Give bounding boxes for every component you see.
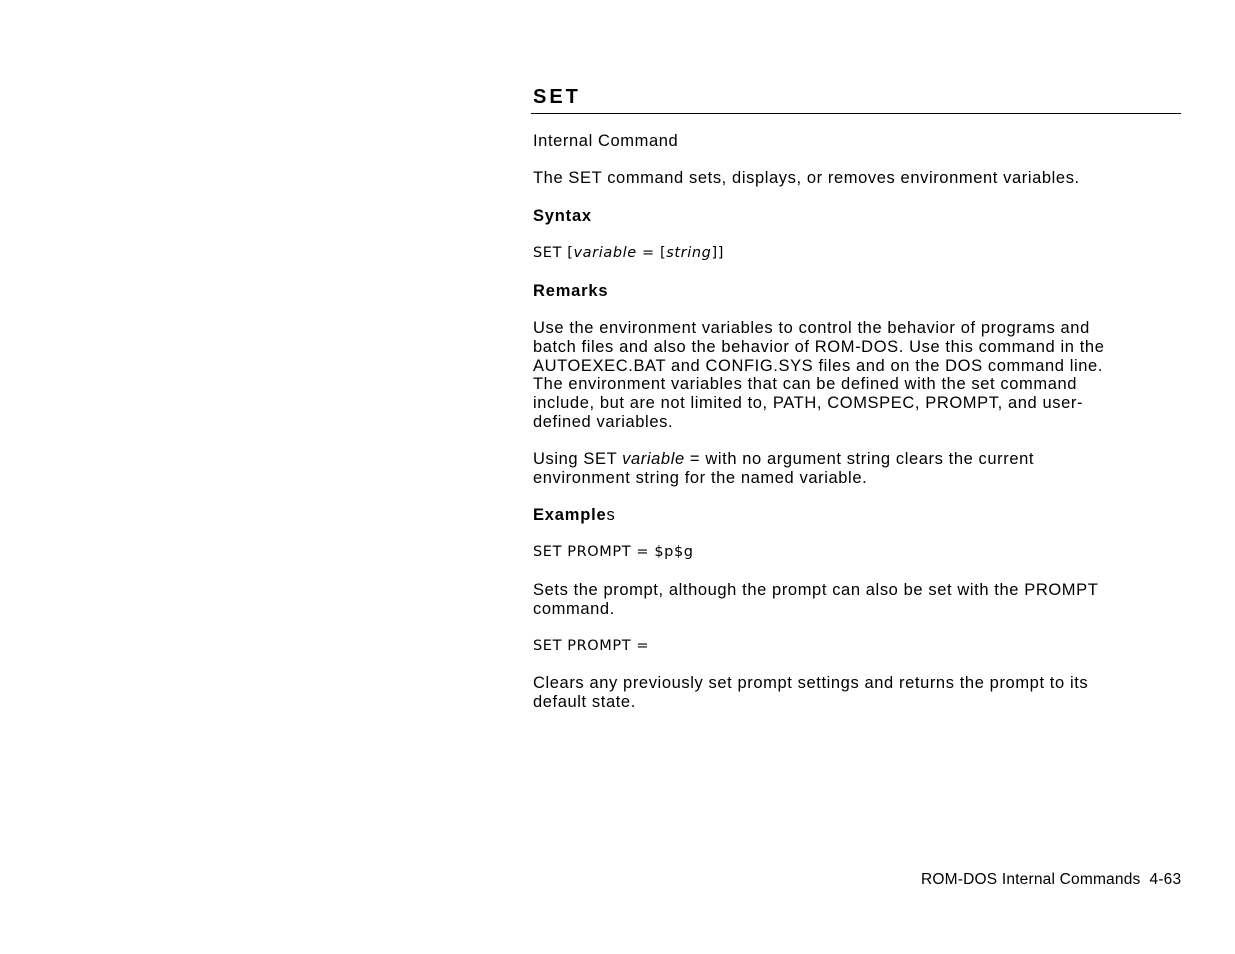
remarks-line: include, but are not limited to, PATH, COMSPEC, PROMPT, and user- xyxy=(533,394,1084,413)
page-number: 4-63 xyxy=(1149,871,1182,888)
examples-heading-tail: s xyxy=(606,506,616,524)
example-line: Clears any previously set prompt settings and returns the prompt to its xyxy=(533,674,1089,692)
remarks-p2-variable: variable xyxy=(622,450,685,468)
remarks-paragraph-1 xyxy=(533,319,1178,432)
example-line: default state. xyxy=(533,692,636,711)
examples-heading xyxy=(533,506,616,525)
example-2-code: SET PROMPT = xyxy=(533,638,650,654)
syntax-line xyxy=(533,245,724,261)
syntax-equals: = [ xyxy=(636,245,667,261)
command-description: The SET command sets, displays, or removes environment variables. xyxy=(533,169,1080,187)
page-footer xyxy=(921,871,1181,889)
remarks-heading: Remarks xyxy=(533,282,609,300)
remarks-line: defined variables. xyxy=(533,412,674,431)
syntax-suffix: ]] xyxy=(711,245,724,261)
title-rule xyxy=(531,113,1181,114)
command-type: Internal Command xyxy=(533,132,679,150)
syntax-heading: Syntax xyxy=(533,207,592,225)
remarks-p2-prefix: Using SET xyxy=(533,450,623,468)
remarks-line: The environment variables that can be defined with the set command xyxy=(533,375,1078,394)
syntax-variable: variable xyxy=(573,245,637,261)
remarks-line: Use the environment variables to control the behavior of programs and xyxy=(533,319,1090,337)
syntax-prefix: SET [ xyxy=(533,245,574,261)
syntax-string: string xyxy=(666,245,712,261)
example-2-description xyxy=(533,674,1178,712)
example-1-code: SET PROMPT = $p$g xyxy=(533,544,694,560)
remarks-line: environment string for the named variable. xyxy=(533,468,868,487)
examples-heading-bold: Example xyxy=(533,506,607,524)
example-line: command. xyxy=(533,599,615,618)
remarks-line xyxy=(533,450,1178,469)
remarks-line: AUTOEXEC.BAT and CONFIG.SYS files and on the DOS command line. xyxy=(533,356,1104,375)
example-1-description xyxy=(533,581,1178,619)
remarks-line: batch files and also the behavior of ROM-DOS. Use this command in the xyxy=(533,337,1105,356)
footer-section: ROM-DOS Internal Commands xyxy=(921,871,1141,888)
remarks-paragraph-2 xyxy=(533,450,1178,488)
page-title: SET xyxy=(533,86,581,108)
example-line: Sets the prompt, although the prompt can also be set with the PROMPT xyxy=(533,581,1099,599)
remarks-p2-suffix: = with no argument string clears the current xyxy=(684,450,1035,468)
